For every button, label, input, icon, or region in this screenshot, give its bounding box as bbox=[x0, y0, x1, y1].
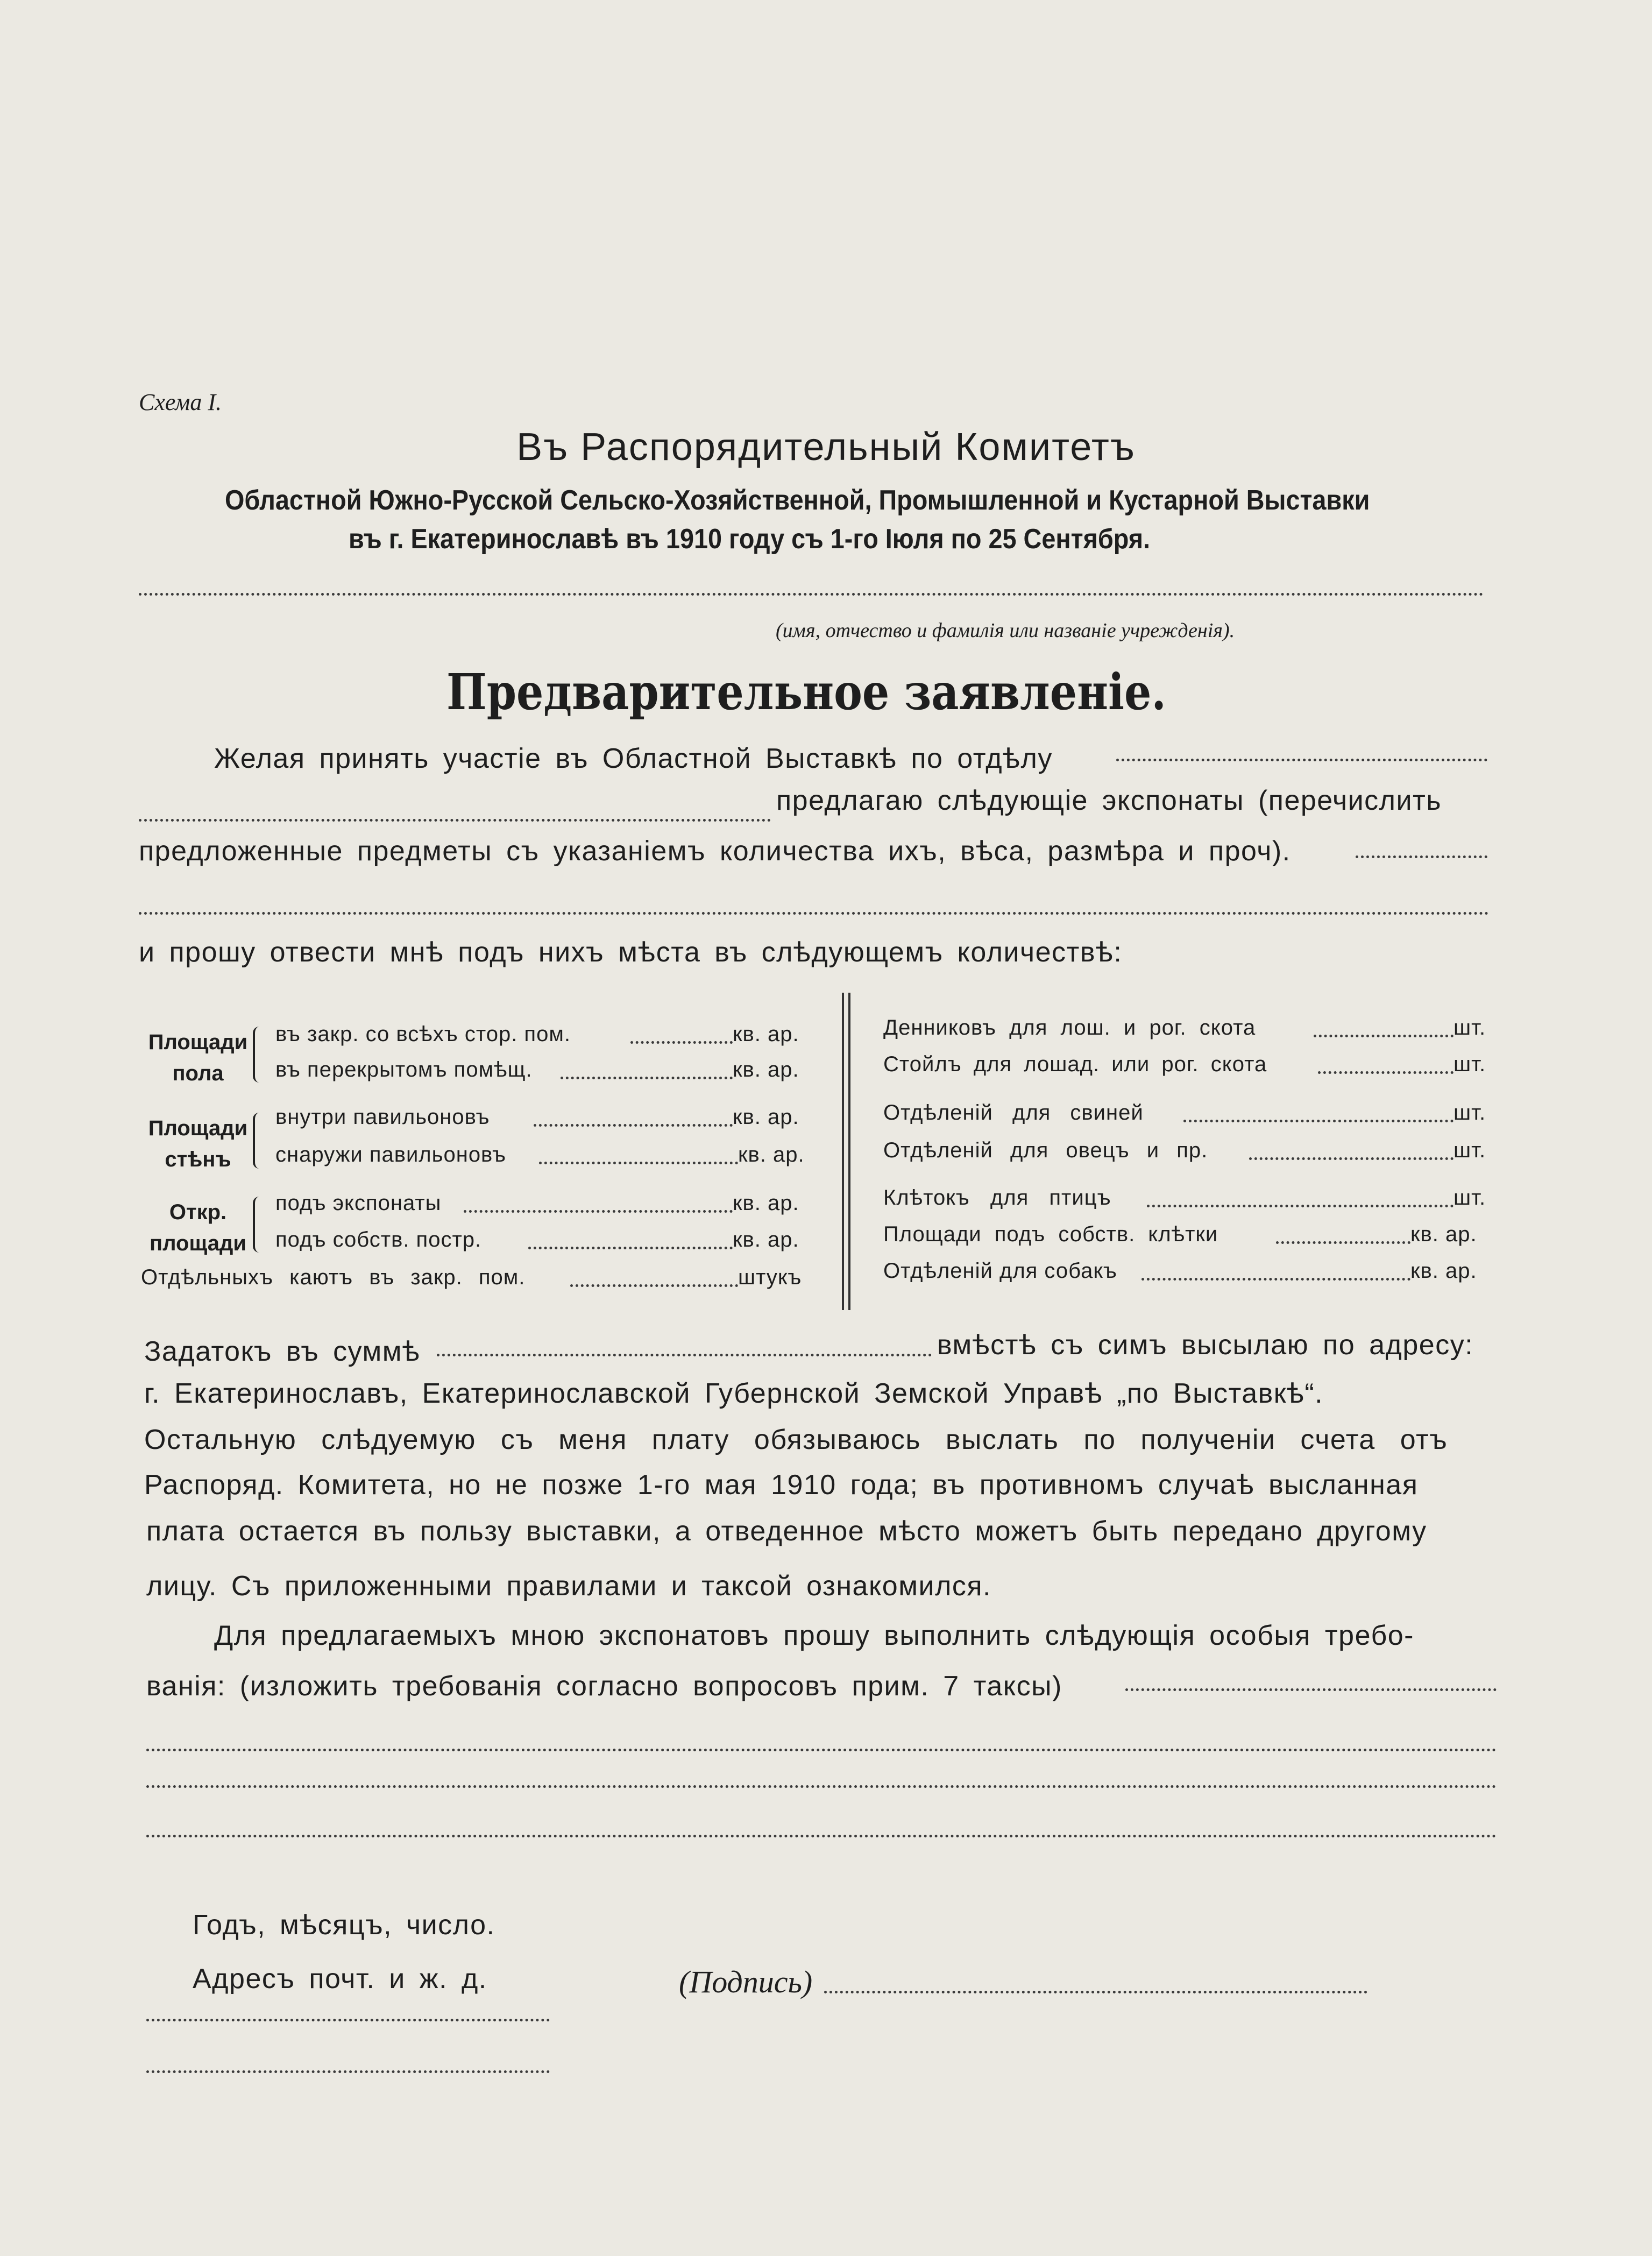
requirements-line-2: ванія: (изложить требованія согласно вопросовъ прим. 7 таксы) bbox=[146, 1671, 1062, 1702]
sheep-field[interactable] bbox=[1249, 1157, 1454, 1160]
unit-label: шт. bbox=[1454, 1186, 1486, 1210]
intro-line-2: предлагаю слѣдующіе экспонаты (перечислить bbox=[776, 785, 1442, 816]
pigs-field[interactable] bbox=[1183, 1120, 1454, 1122]
exhibits-field[interactable] bbox=[1356, 855, 1487, 858]
dogs-field[interactable] bbox=[1141, 1278, 1410, 1281]
committee-title: Въ Распорядительный Комитетъ bbox=[516, 426, 1136, 469]
floor-closed-label: въ закр. со всѣхъ стор. пом. bbox=[275, 1022, 571, 1046]
floor-area-heading: Площади пола bbox=[148, 1030, 248, 1085]
unit-label: кв. ар. bbox=[733, 1228, 799, 1251]
open-buildings-label: подъ собств. постр. bbox=[275, 1228, 482, 1251]
wall-outside-label: снаружи павильоновъ bbox=[275, 1143, 506, 1166]
brace bbox=[253, 1113, 260, 1169]
table-divider bbox=[842, 993, 844, 1310]
unit-label: кв. ар. bbox=[733, 1022, 799, 1046]
unit-label: кв. ар. bbox=[1410, 1222, 1477, 1246]
unit-label: кв. ар. bbox=[733, 1105, 799, 1129]
deposit-label: Задатокъ въ суммѣ bbox=[144, 1336, 421, 1367]
exhibits-field-cont[interactable] bbox=[139, 912, 1489, 915]
department-field[interactable] bbox=[1116, 759, 1487, 761]
deposit-line-5: лицу. Съ приложенными правилами и таксой ознакомился. bbox=[146, 1571, 991, 1602]
address-field-2[interactable] bbox=[146, 2070, 550, 2073]
deposit-line-4: плата остается въ пользу выставки, а отведенное мѣсто можетъ быть передано другому bbox=[146, 1516, 1427, 1547]
schema-label: Схема I. bbox=[139, 389, 222, 415]
floor-closed-field[interactable] bbox=[630, 1041, 733, 1044]
unit-label: кв. ар. bbox=[1410, 1259, 1477, 1283]
open-buildings-field[interactable] bbox=[528, 1247, 733, 1249]
stables-field[interactable] bbox=[1318, 1071, 1454, 1074]
requirements-field-4[interactable] bbox=[146, 1835, 1497, 1837]
requirements-line-1: Для предлагаемыхъ мною экспонатовъ прошу выполнить слѣдующія особыя требо- bbox=[214, 1620, 1414, 1651]
cabins-field[interactable] bbox=[570, 1284, 738, 1287]
stalls-horse-field[interactable] bbox=[1314, 1035, 1454, 1037]
deposit-line-1: г. Екатеринославъ, Екатеринославской Губернской Земской Управѣ „по Выставкѣ“. bbox=[144, 1378, 1324, 1409]
exhibition-dates: въ г. Екатеринославѣ въ 1910 году съ 1-го Іюля по 25 Сентября. bbox=[349, 524, 1151, 555]
floor-covered-field[interactable] bbox=[561, 1077, 733, 1079]
requirements-field-3[interactable] bbox=[146, 1785, 1497, 1788]
floor-covered-label: въ перекрытомъ помѣщ. bbox=[275, 1058, 533, 1081]
open-exhibits-field[interactable] bbox=[464, 1210, 733, 1213]
address-field[interactable] bbox=[146, 2019, 550, 2021]
wall-inside-label: внутри павильоновъ bbox=[275, 1105, 490, 1129]
unit-label: шт. bbox=[1454, 1138, 1486, 1162]
deposit-amount-field[interactable] bbox=[437, 1354, 932, 1356]
signature-label: (Подпись) bbox=[679, 1964, 813, 1999]
unit-label: кв. ар. bbox=[738, 1143, 805, 1166]
document-title: Предварительное заявленіе. bbox=[446, 663, 1166, 721]
department-field-cont[interactable] bbox=[139, 819, 771, 822]
address-label: Адресъ почт. и ж. д. bbox=[193, 1963, 487, 1995]
table-divider bbox=[848, 993, 850, 1310]
unit-label: шт. bbox=[1454, 1052, 1486, 1076]
open-exhibits-label: подъ экспонаты bbox=[275, 1191, 442, 1215]
wall-area-heading: Площади стѣнъ bbox=[148, 1116, 248, 1171]
intro-line-1: Желая принять участіе въ Областной Выставкѣ по отдѣлу bbox=[214, 743, 1053, 774]
cages-field[interactable] bbox=[1276, 1241, 1410, 1244]
wall-outside-field[interactable] bbox=[539, 1162, 738, 1164]
brace bbox=[253, 1197, 260, 1253]
pigs-label: Отдѣленій для свиней bbox=[883, 1101, 1144, 1125]
intro-line-3: предложенные предметы съ указаніемъ количества ихъ, вѣса, размѣра и проч). bbox=[139, 836, 1291, 867]
cabins-label: Отдѣльныхъ каютъ въ закр. пом. bbox=[141, 1265, 526, 1289]
deposit-line-2: Остальную слѣдуемую съ меня плату обязываюсь выслать по полученіи счета отъ bbox=[144, 1424, 1448, 1455]
stables-label: Стойлъ для лошад. или рог. скота bbox=[883, 1052, 1267, 1076]
stalls-horse-label: Денниковъ для лош. и рог. скота bbox=[883, 1016, 1256, 1039]
open-area-heading: Откр. площади bbox=[150, 1200, 246, 1255]
signature-field[interactable] bbox=[824, 1991, 1367, 1993]
birds-field[interactable] bbox=[1147, 1205, 1454, 1207]
unit-label: шт. bbox=[1454, 1101, 1486, 1125]
birds-label: Клѣтокъ для птицъ bbox=[883, 1186, 1111, 1210]
name-field-hint: (имя, отчество и фамилія или названіе учрежденія). bbox=[776, 619, 1235, 642]
unit-label: штукъ bbox=[738, 1265, 802, 1289]
deposit-line-3: Распоряд. Комитета, но не позже 1-го мая 1910 года; въ противномъ случаѣ высланная bbox=[144, 1469, 1419, 1501]
dogs-label: Отдѣленій для собакъ bbox=[883, 1259, 1117, 1283]
brace bbox=[253, 1027, 260, 1083]
intro-line-4: и прошу отвести мнѣ подъ нихъ мѣста въ слѣдующемъ количествѣ: bbox=[139, 937, 1123, 968]
cages-label: Площади подъ собств. клѣтки bbox=[883, 1222, 1218, 1246]
unit-label: кв. ар. bbox=[733, 1191, 799, 1215]
requirements-field-2[interactable] bbox=[146, 1749, 1497, 1751]
name-field[interactable] bbox=[139, 593, 1484, 596]
unit-label: шт. bbox=[1454, 1016, 1486, 1039]
date-label: Годъ, мѣсяцъ, число. bbox=[193, 1910, 495, 1941]
requirements-field[interactable] bbox=[1125, 1688, 1497, 1691]
deposit-address-intro: вмѣстѣ съ симъ высылаю по адресу: bbox=[937, 1329, 1474, 1361]
exhibition-subtitle: Областной Южно-Русской Сельско-Хозяйственной, Промышленной и Кустарной Выставки bbox=[225, 485, 1370, 516]
sheep-label: Отдѣленій для овецъ и пр. bbox=[883, 1138, 1208, 1162]
wall-inside-field[interactable] bbox=[534, 1124, 733, 1127]
unit-label: кв. ар. bbox=[733, 1058, 799, 1081]
